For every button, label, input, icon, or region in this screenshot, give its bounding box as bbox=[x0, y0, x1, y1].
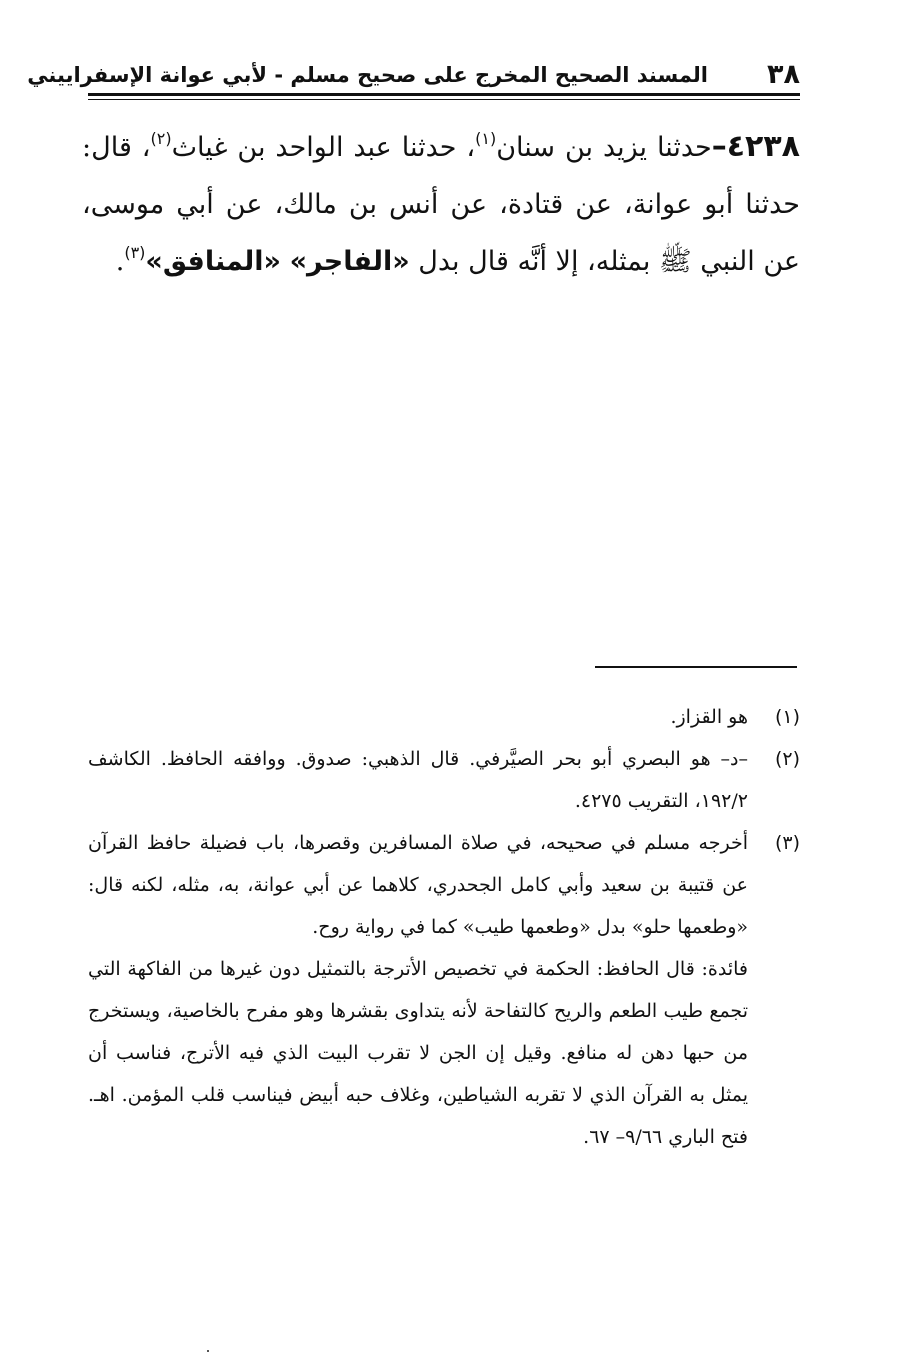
hadith-text bbox=[82, 118, 800, 290]
footnote-text: أخرجه مسلم في صحيحه، في صلاة المسافرين وقصرها، باب فضيلة حافظ القرآن عن قتيبة بن سعيد وأبي كامل الجحدري، كلاهما عن أبي عوانة، به، مثله، لكنه قال: «وطعمها حلو» بدل «وطعمها طيب» كما في رواية روح. bbox=[88, 832, 748, 938]
footnote-number: (٣) bbox=[774, 832, 800, 854]
footnotes bbox=[88, 696, 800, 1158]
header-rule-thin bbox=[88, 99, 800, 100]
footnote-ref-3: (٣) bbox=[124, 243, 146, 262]
page-header bbox=[27, 58, 800, 92]
footnote-ref-2: (٢) bbox=[150, 129, 172, 148]
quoted-word-munafiq: «المنافق» bbox=[145, 246, 281, 277]
hadith-text-part-3: ، قال: حدثنا أبو عوانة، عن قتادة، عن أنس بن مالك، عن أبي موسى، عن النبي ﷺ بمثله، إلا أنَّه قال بدل bbox=[82, 132, 800, 277]
hadith-number: ٤٢٣٨ bbox=[726, 129, 800, 164]
footnote-text: هو القزاز. bbox=[670, 706, 748, 728]
footnote-2 bbox=[88, 738, 800, 822]
quoted-word-fajir: «الفاجر» bbox=[289, 246, 410, 277]
footnote-3 bbox=[88, 822, 800, 1158]
hadith-end: . bbox=[115, 246, 125, 277]
header-rule bbox=[88, 93, 800, 96]
footnote-separator bbox=[595, 666, 797, 668]
footnote-number: (٢) bbox=[774, 748, 800, 770]
footnote-ref-1: (١) bbox=[475, 129, 497, 148]
hadith-dash: – bbox=[711, 129, 727, 164]
footnote-number: (١) bbox=[774, 706, 800, 728]
footnote-1 bbox=[88, 696, 800, 738]
footnote-text: –د– هو البصري أبو بحر الصيَّرفي. قال الذهبي: صدوق. ووافقه الحافظ. الكاشف ١٩٢/٢، التقريب ٤٢٧٥. bbox=[88, 748, 748, 812]
hadith-text-part-1: حدثنا يزيد بن سنان bbox=[496, 132, 712, 163]
running-title: المسند الصحيح المخرج على صحيح مسلم - لأبي عوانة الإسفراييني bbox=[27, 63, 708, 87]
scan-speck bbox=[207, 1350, 209, 1352]
page-number: ٣٨ bbox=[767, 59, 800, 90]
footnote-benefit-text: فائدة: قال الحافظ: الحكمة في تخصيص الأترجة بالتمثيل دون غيرها من الفاكهة التي تجمع طيب الطعم والريح كالتفاحة لأنه يتداوى بقشرها وهو مفرح بالخاصية، ويستخرج من حبها دهن له منافع. وقيل إن الجن لا تقرب البيت الذي فيه الأترج، فناسب أن يمثل به القرآن الذي لا تقربه الشياطين، وغلاف حبه أبيض فيناسب قلب المؤمن. اهـ. فتح الباري ٩/٦٦– ٦٧. bbox=[88, 958, 748, 1148]
hadith-text-part-2: ، حدثنا عبد الواحد بن غياث bbox=[171, 132, 476, 163]
